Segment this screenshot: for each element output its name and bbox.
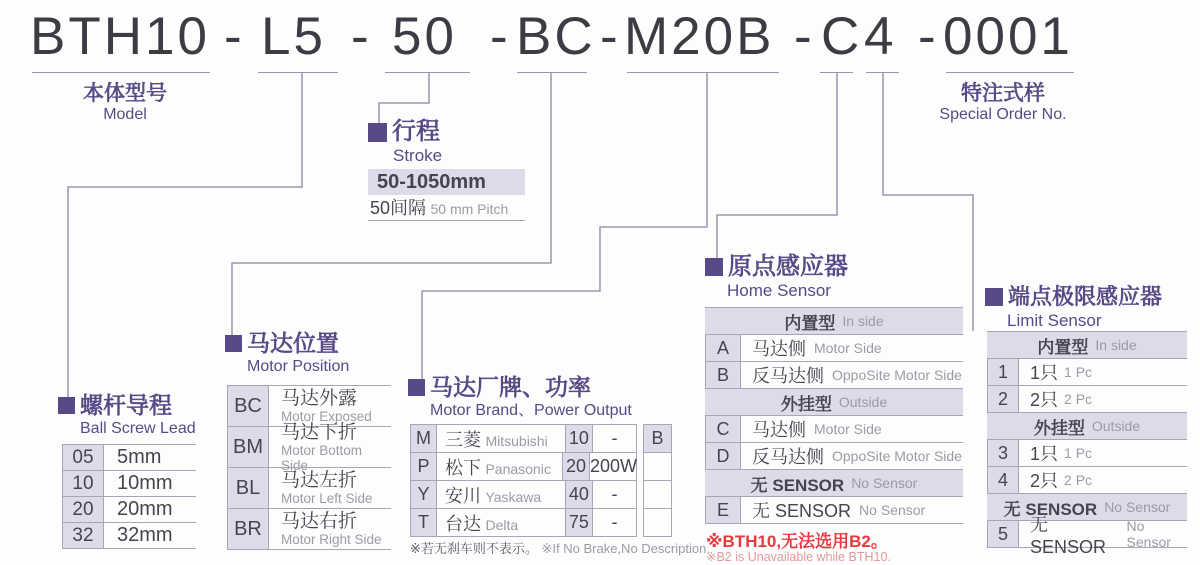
brake-note-en: ※If No Brake,No Description. [541, 541, 710, 556]
group-header-row [987, 413, 1187, 440]
motor-brand-table [410, 424, 637, 537]
brand-en: Panasonic [485, 460, 551, 477]
code-cell: 3 [987, 440, 1019, 466]
stroke-section [368, 119, 525, 221]
sensor-en: 2 Pc [1064, 391, 1093, 407]
ball-screw-title-zh: 螺杆导程 [80, 392, 172, 418]
model-code-separator: - [794, 7, 812, 66]
group-header-en: Outside [838, 394, 888, 410]
group-header-zh: 无 SENSOR [750, 475, 845, 495]
limit-sensor-section [985, 284, 1162, 330]
table-row [705, 335, 963, 362]
group-header-zh: 内置型 [784, 313, 836, 333]
segment-underline [946, 72, 1074, 73]
table-row [62, 523, 196, 549]
code-cell: BL [227, 468, 269, 508]
empty-cell [643, 453, 672, 481]
home-sensor-note-red: ※BTH10,无法选用B2。 [706, 532, 888, 551]
stroke-pitch-row [368, 195, 525, 221]
group-header-zh: 外挂型 [780, 394, 832, 414]
table-row [705, 443, 963, 470]
empty-cell [643, 481, 672, 509]
group-header-en: Outside [1091, 418, 1141, 434]
sensor-zh: 马达侧 [752, 420, 806, 440]
sensor-zh: 1只 [1030, 444, 1059, 464]
stroke-pitch-zh: 50间隔 [370, 198, 427, 218]
table-row [410, 425, 637, 453]
model-code-segment: 0001 [943, 7, 1073, 66]
model-code-segment: M20B [624, 7, 775, 66]
motor-brand-title-zh: 马达厂牌、功率 [430, 374, 591, 400]
value-cell: 5mm [117, 446, 162, 468]
code-cell: 32 [62, 523, 104, 548]
model-code-segment: BTH10 [30, 7, 210, 66]
ball-screw-table [62, 444, 196, 549]
power-code-cell: 10 [565, 425, 593, 452]
sensor-zh: 无 SENSOR [1030, 514, 1107, 557]
table-row [410, 453, 637, 481]
table-row [987, 359, 1187, 386]
power-code-cell: 75 [565, 509, 593, 536]
motor-brand-section [408, 374, 632, 420]
code-cell: B [705, 362, 741, 388]
brand-en: Delta [485, 516, 519, 533]
sensor-zh: 1只 [1030, 363, 1059, 383]
brand-zh: 安川 [445, 485, 481, 506]
brand-en: Mitsubishi [485, 432, 548, 449]
special-order-label-zh: 特注式样 [961, 82, 1045, 105]
sensor-en: Motor Side [814, 340, 882, 356]
group-header-en: In side [1095, 337, 1137, 353]
bullet-square-icon [58, 397, 75, 414]
position-en: Motor Exposed [281, 409, 372, 424]
model-code-separator: - [351, 7, 369, 66]
sensor-en: Motor Side [814, 421, 882, 437]
group-header-row [705, 308, 963, 335]
power-cell: - [593, 425, 637, 452]
limit-sensor-title-zh: 端点极限感应器 [1008, 284, 1163, 309]
table-row [227, 468, 391, 509]
home-sensor-note-en: ※B2 is Unavailable while BTH10. [706, 550, 891, 564]
group-header-zh: 外挂型 [1033, 418, 1085, 438]
home-sensor-section [705, 254, 848, 300]
bullet-square-icon [368, 123, 387, 142]
bullet-square-icon [408, 379, 425, 396]
value-cell: 10mm [117, 472, 173, 494]
stroke-title-zh: 行程 [392, 118, 440, 145]
segment-underline [258, 72, 338, 73]
stroke-title-en: Stroke [393, 146, 443, 165]
segment-underline [866, 72, 899, 73]
sensor-zh: 2只 [1030, 390, 1059, 410]
brand-en: Yaskawa [485, 488, 542, 505]
limit-sensor-table [987, 331, 1187, 557]
code-cell: 5 [987, 521, 1019, 547]
model-code-separator: - [224, 7, 242, 66]
code-cell: 1 [987, 359, 1019, 385]
sensor-zh: 马达侧 [752, 339, 806, 359]
sensor-en: No Sensor [1126, 518, 1171, 550]
brand-zh: 三菱 [445, 429, 481, 450]
stroke-range-box: 50-1050mm [368, 169, 525, 195]
segment-underline [820, 72, 853, 73]
model-label-zh: 本体型号 [83, 82, 167, 105]
code-cell: 10 [62, 471, 104, 496]
home-sensor-table [705, 307, 963, 524]
group-header-zh: 无 SENSOR [1003, 499, 1098, 519]
power-code-cell: 40 [565, 481, 593, 508]
ball-screw-section [58, 392, 196, 438]
empty-cell [643, 509, 672, 537]
position-zh: 马达右折 [281, 511, 358, 532]
code-cell: T [410, 509, 437, 536]
code-cell: E [705, 497, 741, 523]
group-header-row [705, 389, 963, 416]
table-row [62, 471, 196, 497]
special-order-label-en: Special Order No. [939, 106, 1067, 123]
power-code-cell: 20 [562, 453, 590, 480]
table-row [705, 416, 963, 443]
brake-note-zh: ※若无刹车则不表示。 [410, 541, 538, 556]
sensor-zh: 反马达侧 [752, 447, 824, 467]
position-en: Motor Left Side [281, 491, 373, 506]
power-cell: 200W [590, 453, 637, 480]
table-row [987, 440, 1187, 467]
stroke-pitch-en: 50 mm Pitch [430, 201, 509, 217]
table-row [62, 497, 196, 523]
model-code-segment: L5 [261, 7, 326, 66]
table-row [410, 509, 637, 537]
sensor-zh: 反马达侧 [752, 366, 824, 386]
bullet-square-icon [705, 258, 723, 276]
motor-position-title-zh: 马达位置 [247, 330, 339, 356]
table-row [410, 481, 637, 509]
table-row [227, 509, 391, 550]
sensor-en: 1 Pc [1064, 364, 1093, 380]
segment-underline [32, 72, 210, 73]
home-sensor-title-zh: 原点感应器 [728, 253, 848, 280]
position-en: Motor Bottom Side [281, 442, 363, 473]
table-row [227, 421, 391, 473]
sensor-en: No Sensor [859, 502, 926, 518]
motor-position-section [225, 330, 349, 376]
special-order-label [930, 82, 1076, 124]
code-cell: 20 [62, 497, 104, 522]
motor-position-table [227, 385, 391, 550]
model-code-separator: - [918, 7, 936, 66]
model-code-separator: - [490, 7, 508, 66]
code-cell: C [705, 416, 741, 442]
code-cell: 05 [62, 445, 104, 470]
power-cell: - [593, 509, 637, 536]
bullet-square-icon [985, 288, 1003, 306]
code-cell: BC [227, 386, 269, 426]
brake-note [410, 538, 710, 557]
model-label-en: Model [103, 106, 147, 123]
motor-brand-title-en: Motor Brand、Power Output [430, 402, 632, 419]
limit-sensor-title-en: Limit Sensor [1007, 311, 1102, 330]
sensor-en: OppoSite Motor Side [832, 448, 962, 464]
group-header-row [705, 470, 963, 497]
position-en: Motor Right Side [281, 532, 382, 547]
motor-position-title-en: Motor Position [247, 358, 350, 375]
model-code-separator: - [600, 7, 618, 66]
brake-code-cell: B [651, 428, 664, 448]
table-row [62, 445, 196, 471]
home-sensor-title-en: Home Sensor [727, 281, 831, 300]
ball-screw-title-en: Ball Screw Lead [80, 420, 196, 437]
table-row [705, 362, 963, 389]
bullet-square-icon [225, 335, 242, 352]
value-cell: 32mm [117, 524, 173, 546]
segment-underline [627, 72, 779, 73]
model-code-segment: BC [516, 7, 596, 66]
code-cell: P [410, 453, 437, 480]
table-row [987, 467, 1187, 494]
table-row [705, 497, 963, 524]
position-zh: 马达左折 [281, 470, 358, 491]
code-cell: M [410, 425, 437, 452]
power-cell: - [593, 481, 637, 508]
position-zh: 马达外露 [281, 388, 358, 409]
model-code-segment: 4 [864, 7, 897, 66]
group-header-zh: 内置型 [1037, 337, 1089, 357]
sensor-en: 2 Pc [1064, 472, 1093, 488]
table-row [987, 514, 1187, 557]
sensor-zh: 2只 [1030, 471, 1059, 491]
group-header-row [987, 332, 1187, 359]
model-label [55, 82, 195, 124]
brand-zh: 松下 [445, 457, 481, 478]
code-cell: Y [410, 481, 437, 508]
value-cell: 20mm [117, 498, 173, 520]
group-header-en: In side [842, 313, 884, 329]
model-code-segment: 50 [392, 7, 457, 66]
code-cell: BR [227, 509, 269, 549]
brand-zh: 台达 [445, 513, 481, 534]
group-header-en: No Sensor [1104, 499, 1171, 515]
code-cell: 2 [987, 386, 1019, 412]
code-cell: BM [227, 427, 269, 467]
model-code-segment: C [821, 7, 863, 66]
sensor-en: 1 Pc [1064, 445, 1093, 461]
segment-underline [517, 72, 587, 73]
sensor-zh: 无 SENSOR [752, 501, 852, 521]
code-cell: A [705, 335, 741, 361]
table-row [987, 386, 1187, 413]
group-header-en: No Sensor [851, 475, 918, 491]
brake-code-column [643, 424, 672, 537]
sensor-en: OppoSite Motor Side [832, 367, 962, 383]
position-zh: 马达下折 [281, 421, 358, 443]
code-cell: 4 [987, 467, 1019, 493]
segment-underline [385, 72, 470, 73]
code-cell: D [705, 443, 741, 469]
